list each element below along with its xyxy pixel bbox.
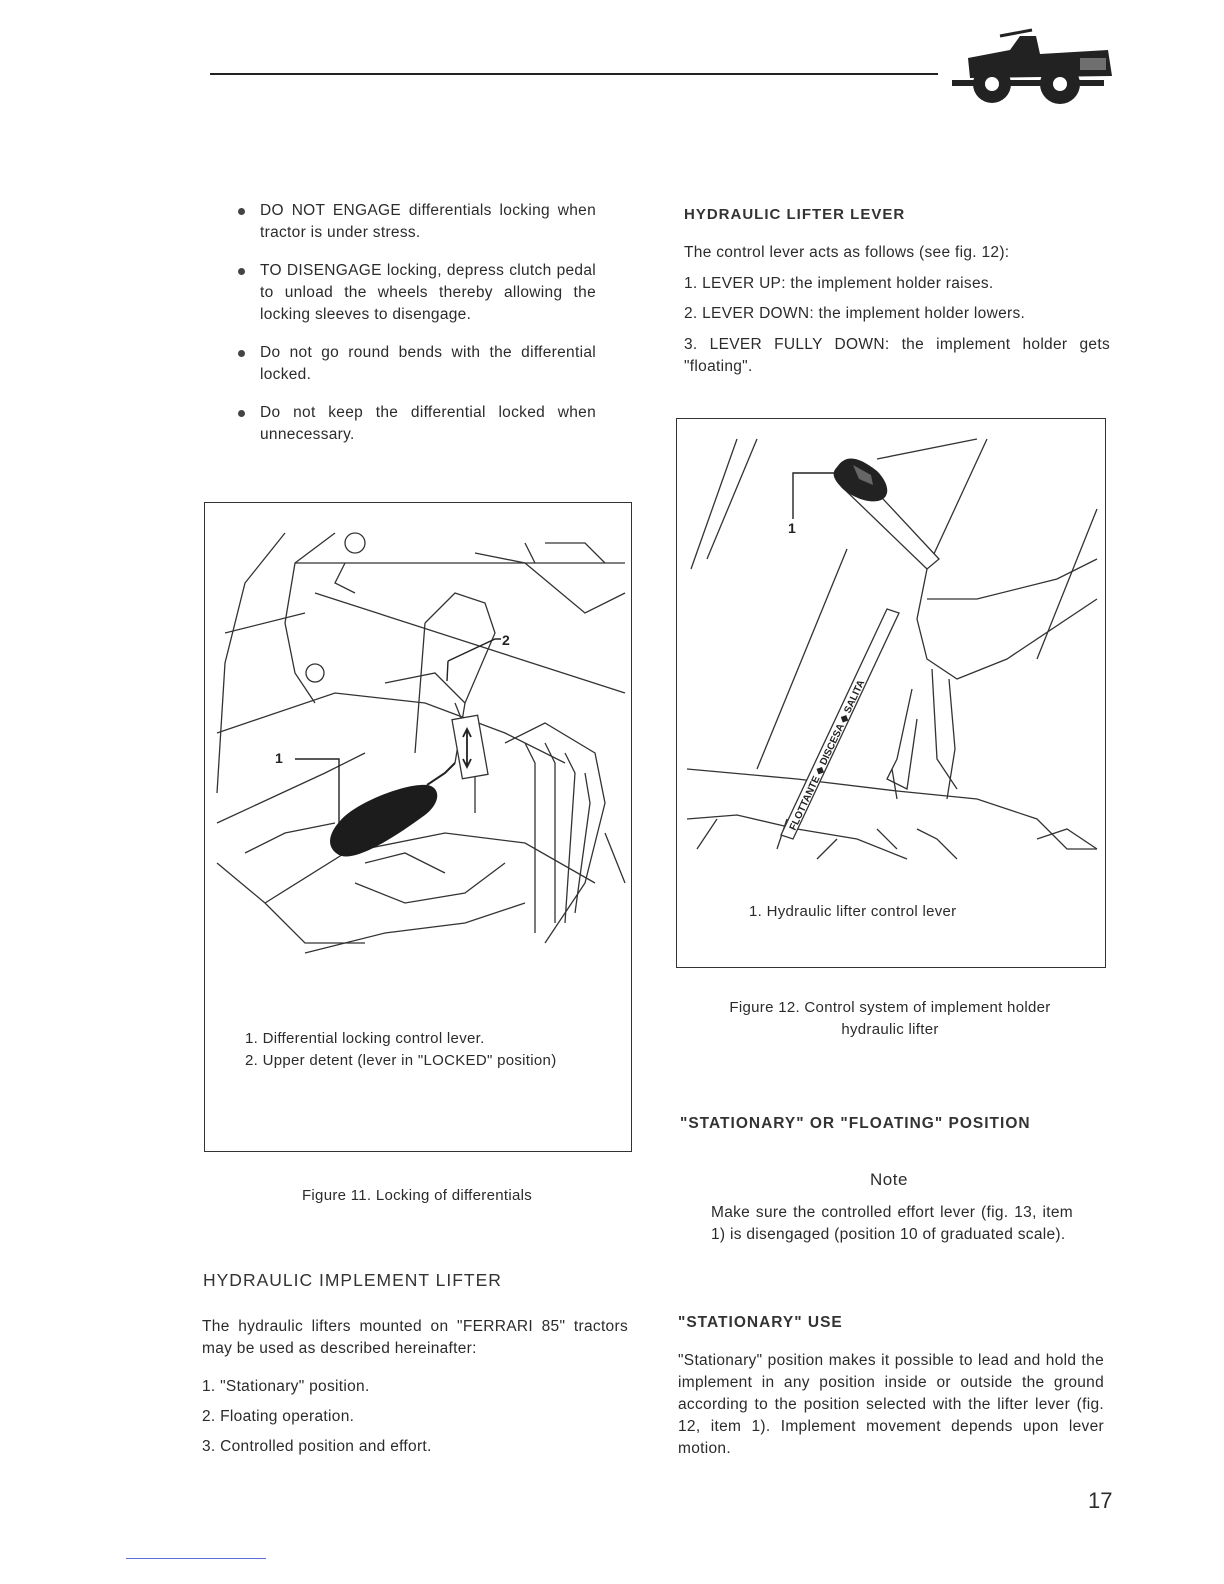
- section-paragraph: The hydraulic lifters mounted on "FERRARI 85" tractors may be used as described hereinafter:: [202, 1318, 628, 1357]
- callout-2: 2: [502, 632, 510, 648]
- footer-line: [126, 1558, 266, 1559]
- list-item: 2. LEVER DOWN: the implement holder lowers.: [684, 305, 1026, 322]
- section-paragraph: "Stationary" position makes it possible to lead and hold the implement in any position inside or outside the ground according to the position selected with the lifter lever (fig. 12, item 1). Implement movement depends upon lever motion.: [678, 1352, 1104, 1457]
- figure-11: [204, 502, 632, 1152]
- list-item: 2. Floating operation.: [202, 1408, 355, 1425]
- bullet-icon: [238, 350, 245, 357]
- bullet-item: TO DISENGAGE locking, depress clutch pedal to unload the wheels thereby allowing the locking sleeves to disengage.: [260, 260, 596, 326]
- note-text: Make sure the controlled effort lever (fig. 13, item 1) is disengaged (position 10 of graduated scale).: [711, 1204, 1073, 1243]
- figure-11-legend: 1. Differential locking control lever. 2. Upper detent (lever in "LOCKED" position): [245, 1030, 557, 1069]
- differential-lever-illustration: [205, 503, 631, 973]
- section-heading: "STATIONARY" OR "FLOATING" POSITION: [680, 1115, 1031, 1132]
- list-item: 1. "Stationary" position.: [202, 1378, 370, 1395]
- hydraulic-lever-illustration: [677, 419, 1105, 889]
- callout-1: 1: [275, 750, 283, 766]
- bullet-icon: [238, 410, 245, 417]
- list-item: 3. Controlled position and effort.: [202, 1438, 432, 1455]
- section-heading: HYDRAULIC LIFTER LEVER: [684, 206, 906, 223]
- page-number: 17: [1088, 1488, 1113, 1513]
- list-item: 1. LEVER UP: the implement holder raises.: [684, 275, 994, 292]
- bullet-item: DO NOT ENGAGE differentials locking when tractor is under stress.: [260, 200, 596, 244]
- bullet-icon: [238, 268, 245, 275]
- bullet-item: Do not keep the differential locked when unnecessary.: [260, 402, 596, 446]
- figure-12: [676, 418, 1106, 968]
- bullet-item: Do not go round bends with the differential locked.: [260, 342, 596, 386]
- note-title: Note: [870, 1170, 908, 1189]
- section-heading: HYDRAULIC IMPLEMENT LIFTER: [203, 1270, 502, 1290]
- figure-12-legend: 1. Hydraulic lifter control lever: [749, 903, 957, 920]
- callout-1: 1: [788, 520, 796, 536]
- tractor-logo-icon: [940, 28, 1116, 106]
- list-item: 3. LEVER FULLY DOWN: the implement holder gets "floating".: [684, 336, 1110, 375]
- figure-11-caption: Figure 11. Locking of differentials: [301, 1187, 533, 1204]
- lever-decal-text: FLOTTANTE ◆ DISCESA ◆ SALITA: [787, 678, 868, 833]
- bullet-icon: [238, 208, 245, 215]
- figure-12-caption: Figure 12. Control system of implement holder hydraulic lifter: [729, 999, 1051, 1038]
- header-rule: [210, 73, 938, 75]
- section-paragraph: The control lever acts as follows (see fig. 12):: [684, 244, 1010, 261]
- section-heading: "STATIONARY" USE: [678, 1314, 843, 1331]
